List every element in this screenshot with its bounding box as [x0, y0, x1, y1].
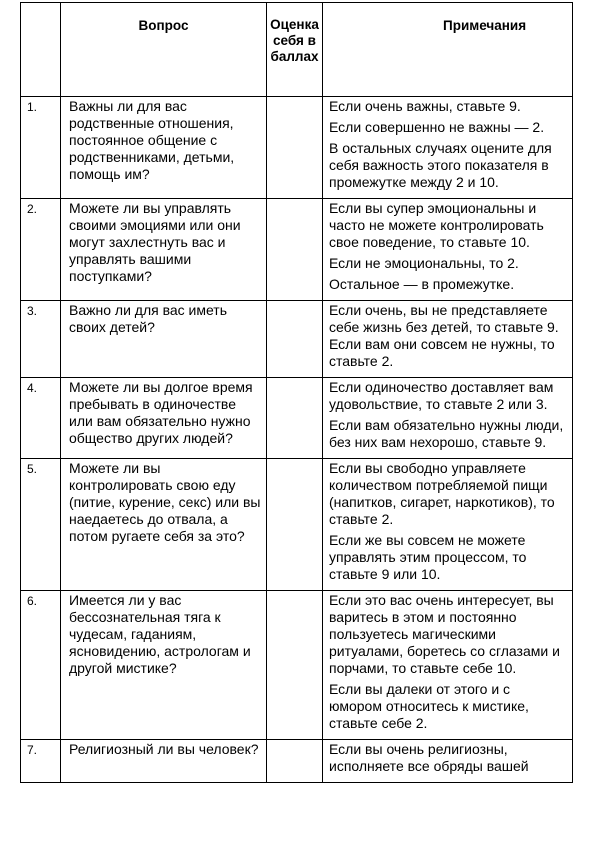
question-cell — [61, 459, 267, 591]
question-text: Важно ли для вас иметь своих детей? — [69, 302, 228, 335]
row-number: 4. — [21, 378, 61, 459]
score-cell[interactable] — [267, 459, 323, 591]
table-row — [21, 459, 573, 591]
number-column-header — [21, 3, 61, 97]
note-paragraph: В остальных случаях оцените для себя важность этого показателя в промежутке между 2 и 10. — [329, 140, 552, 190]
note-paragraph: Если вы супер эмоциональны и часто не можете контролировать свое поведение, то ставьте 10. — [329, 200, 544, 250]
table-row — [21, 378, 573, 459]
row-number: 2. — [21, 199, 61, 301]
note-paragraph: Остальное — в промежутке. — [329, 276, 515, 292]
note-paragraph: Если одиночество доставляет вам удовольствие, то ставьте 2 или 3. — [329, 379, 554, 412]
note-paragraph: Если совершенно не важны — 2. — [329, 119, 545, 135]
question-cell — [61, 378, 267, 459]
score-cell[interactable] — [267, 199, 323, 301]
row-number: 3. — [21, 301, 61, 378]
question-text: Можете ли вы контролировать свою еду (питие, курение, секс) или вы наедаетесь до отвала, а потом ругаете себя за это? — [69, 460, 261, 544]
note-paragraph: Если это вас очень интересует, вы варитесь в этом и постоянно пользуетесь магическими ритуалами, боретесь со сглазами и порчами, то ставьте себе 10. — [329, 592, 560, 676]
table-row — [21, 301, 573, 378]
question-text: Важны ли для вас родственные отношения, постоянное общение с родственниками, детьми, помощь им? — [69, 98, 235, 182]
notes-cell — [323, 459, 573, 591]
question-text: Можете ли вы долгое время пребывать в одиночестве или вам обязательно нужно общество других людей? — [69, 379, 253, 446]
score-cell[interactable] — [267, 740, 323, 783]
note-paragraph: Если не эмоциональны, то 2. — [329, 255, 519, 271]
notes-column-header: Примечания — [323, 3, 573, 97]
notes-cell — [323, 591, 573, 740]
row-number: 5. — [21, 459, 61, 591]
question-column-header: Вопрос — [61, 3, 267, 97]
table-row — [21, 740, 573, 783]
score-cell[interactable] — [267, 301, 323, 378]
row-number: 6. — [21, 591, 61, 740]
score-column-header: Оценка себя в баллах — [267, 3, 323, 97]
question-text: Религиозный ли вы человек? — [69, 741, 259, 757]
row-number: 1. — [21, 97, 61, 199]
note-paragraph: Если вам обязательно нужны люди, без них вам нехорошо, ставьте 9. — [329, 417, 564, 450]
row-number: 7. — [21, 740, 61, 783]
note-paragraph: Если вы очень религиозны, исполняете все обряды вашей — [329, 741, 529, 774]
score-cell[interactable] — [267, 97, 323, 199]
question-text: Имеется ли у вас бессознательная тяга к чудесам, гаданиям, ясновидению, астрологам и другой мистике? — [69, 592, 251, 676]
table-row — [21, 97, 573, 199]
questionnaire-table — [20, 2, 573, 783]
table-row — [21, 199, 573, 301]
note-paragraph: Если вы свободно управляете количеством потребляемой пищи (напитков, сигарет, наркотиков), то ставьте 2. — [329, 460, 555, 527]
notes-cell — [323, 378, 573, 459]
score-cell[interactable] — [267, 378, 323, 459]
question-cell — [61, 740, 267, 783]
note-paragraph: Если вы далеки от этого и с юмором относитесь к мистике, ставьте себе 2. — [329, 681, 529, 731]
note-paragraph: Если очень, вы не представляете себе жизнь без детей, то ставьте 9. Если вам они совсем не нужны, то ставьте 2. — [329, 302, 559, 369]
notes-cell — [323, 97, 573, 199]
note-paragraph: Если очень важны, ставьте 9. — [329, 98, 521, 114]
notes-cell — [323, 199, 573, 301]
question-cell — [61, 97, 267, 199]
question-cell — [61, 301, 267, 378]
question-cell — [61, 199, 267, 301]
note-paragraph: Если же вы совсем не можете управлять этим процессом, то ставьте 9 или 10. — [329, 532, 527, 582]
question-cell — [61, 591, 267, 740]
score-cell[interactable] — [267, 591, 323, 740]
question-text: Можете ли вы управлять своими эмоциями или они могут захлестнуть вас и управлять вашими поступками? — [69, 200, 241, 284]
header-row — [21, 3, 573, 97]
table-row — [21, 591, 573, 740]
notes-cell — [323, 301, 573, 378]
notes-cell — [323, 740, 573, 783]
